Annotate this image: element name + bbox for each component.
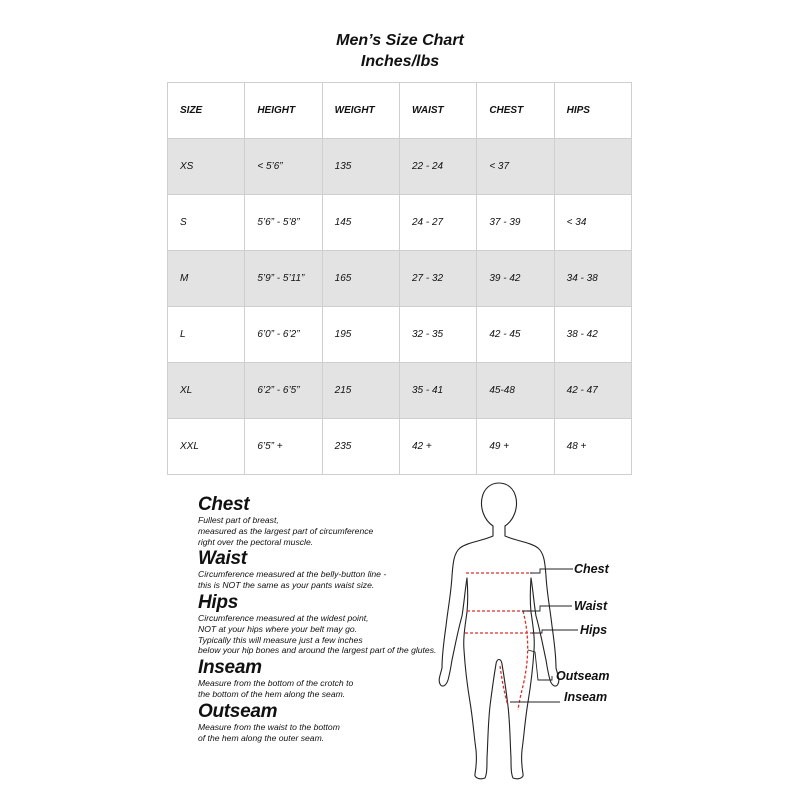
guide-waist bbox=[198, 549, 448, 591]
table-cell: 37 - 39 bbox=[477, 195, 554, 251]
table-cell: 22 - 24 bbox=[399, 139, 476, 195]
figure-label-outseam: Outseam bbox=[556, 669, 610, 683]
guide-desc-line: Measure from the waist to the bottom bbox=[198, 721, 340, 732]
guide-desc-line: Typically this will measure just a few inches bbox=[198, 634, 363, 645]
guide-desc-line: this is NOT the same as your pants waist size. bbox=[198, 580, 375, 591]
table-cell: XXL bbox=[168, 419, 245, 475]
figure-label-waist: Waist bbox=[574, 599, 608, 613]
guide-term-inseam: Inseam bbox=[198, 657, 262, 679]
table-row bbox=[168, 251, 632, 307]
chart-subtitle: Inches/lbs bbox=[360, 53, 440, 70]
table-cell: 24 - 27 bbox=[399, 195, 476, 251]
table-cell: 5’9” - 5’11” bbox=[245, 251, 322, 307]
table-cell: 5’6” - 5’8” bbox=[245, 195, 322, 251]
table-cell: 38 - 42 bbox=[554, 307, 631, 363]
guide-desc-line: the bottom of the hem along the seam. bbox=[198, 688, 346, 699]
table-cell: 6’5” + bbox=[245, 419, 322, 475]
guide-desc-line: Circumference measured at the belly-button line - bbox=[198, 569, 387, 580]
table-cell: < 5’6” bbox=[245, 139, 322, 195]
guide-desc-line: measured as the largest part of circumference bbox=[198, 525, 374, 536]
table-cell: 49 + bbox=[477, 419, 554, 475]
body-figure bbox=[430, 480, 630, 785]
guide-inseam bbox=[198, 658, 448, 700]
chest-pointer bbox=[530, 569, 573, 573]
figure-label-inseam: Inseam bbox=[564, 690, 608, 704]
measurement-guide bbox=[198, 495, 448, 745]
header-waist: WAIST bbox=[399, 83, 476, 139]
table-cell: 135 bbox=[322, 139, 399, 195]
table-row bbox=[168, 363, 632, 419]
table-cell: S bbox=[168, 195, 245, 251]
outseam-measure-line bbox=[518, 611, 528, 710]
table-cell: < 37 bbox=[477, 139, 554, 195]
table-cell: 145 bbox=[322, 195, 399, 251]
table-cell: 165 bbox=[322, 251, 399, 307]
guide-chest bbox=[198, 495, 448, 547]
table-row bbox=[168, 195, 632, 251]
guide-desc-line: of the hem along the outer seam. bbox=[198, 732, 325, 743]
guide-term-outseam: Outseam bbox=[198, 700, 278, 722]
guide-desc-line: Measure from the bottom of the crotch to bbox=[198, 678, 354, 689]
table-cell: L bbox=[168, 307, 245, 363]
header-chest: CHEST bbox=[477, 83, 554, 139]
table-row bbox=[168, 139, 632, 195]
guide-term-waist: Waist bbox=[198, 548, 247, 570]
table-cell: 45-48 bbox=[477, 363, 554, 419]
waist-pointer bbox=[522, 606, 572, 611]
table-cell: 32 - 35 bbox=[399, 307, 476, 363]
table-cell: 39 - 42 bbox=[477, 251, 554, 307]
size-table bbox=[167, 82, 632, 475]
table-cell: 34 - 38 bbox=[554, 251, 631, 307]
guide-desc-line: Circumference measured at the widest point, bbox=[198, 612, 369, 623]
header-size: SIZE bbox=[168, 83, 245, 139]
guide-desc-line: below your hip bones and around the largest part of the glutes. bbox=[198, 645, 437, 656]
figure-label-hips: Hips bbox=[580, 623, 608, 637]
figure-label-chest: Chest bbox=[574, 562, 609, 576]
table-cell: 27 - 32 bbox=[399, 251, 476, 307]
header-hips: HIPS bbox=[554, 83, 631, 139]
guide-hips bbox=[198, 593, 448, 656]
table-cell: 48 + bbox=[554, 419, 631, 475]
table-header-row bbox=[168, 83, 632, 139]
chart-title: Men’s Size Chart bbox=[336, 32, 464, 49]
header-weight: WEIGHT bbox=[322, 83, 399, 139]
table-cell: 42 - 47 bbox=[554, 363, 631, 419]
table-cell: 215 bbox=[322, 363, 399, 419]
table-row bbox=[168, 307, 632, 363]
table-cell: 42 + bbox=[399, 419, 476, 475]
table-cell: 235 bbox=[322, 419, 399, 475]
header-height: HEIGHT bbox=[245, 83, 322, 139]
table-cell bbox=[554, 139, 631, 195]
guide-term-chest: Chest bbox=[198, 494, 250, 515]
table-cell: M bbox=[168, 251, 245, 307]
table-row bbox=[168, 419, 632, 475]
table-cell: XL bbox=[168, 363, 245, 419]
table-cell: XS bbox=[168, 139, 245, 195]
table-cell: 6’0” - 6’2” bbox=[245, 307, 322, 363]
guide-desc-line: Fullest part of breast, bbox=[198, 515, 279, 525]
table-cell: 42 - 45 bbox=[477, 307, 554, 363]
guide-desc-line: NOT at your hips where your belt may go. bbox=[198, 623, 358, 634]
table-cell: < 34 bbox=[554, 195, 631, 251]
hips-pointer bbox=[532, 630, 578, 633]
guide-outseam bbox=[198, 702, 448, 744]
measurement-lines bbox=[465, 573, 533, 710]
table-cell: 195 bbox=[322, 307, 399, 363]
table-cell: 35 - 41 bbox=[399, 363, 476, 419]
table-cell: 6’2” - 6’5” bbox=[245, 363, 322, 419]
guide-term-hips: Hips bbox=[198, 591, 238, 613]
guide-desc-line: right over the pectoral muscle. bbox=[198, 536, 314, 547]
body-outline-icon bbox=[439, 483, 559, 779]
